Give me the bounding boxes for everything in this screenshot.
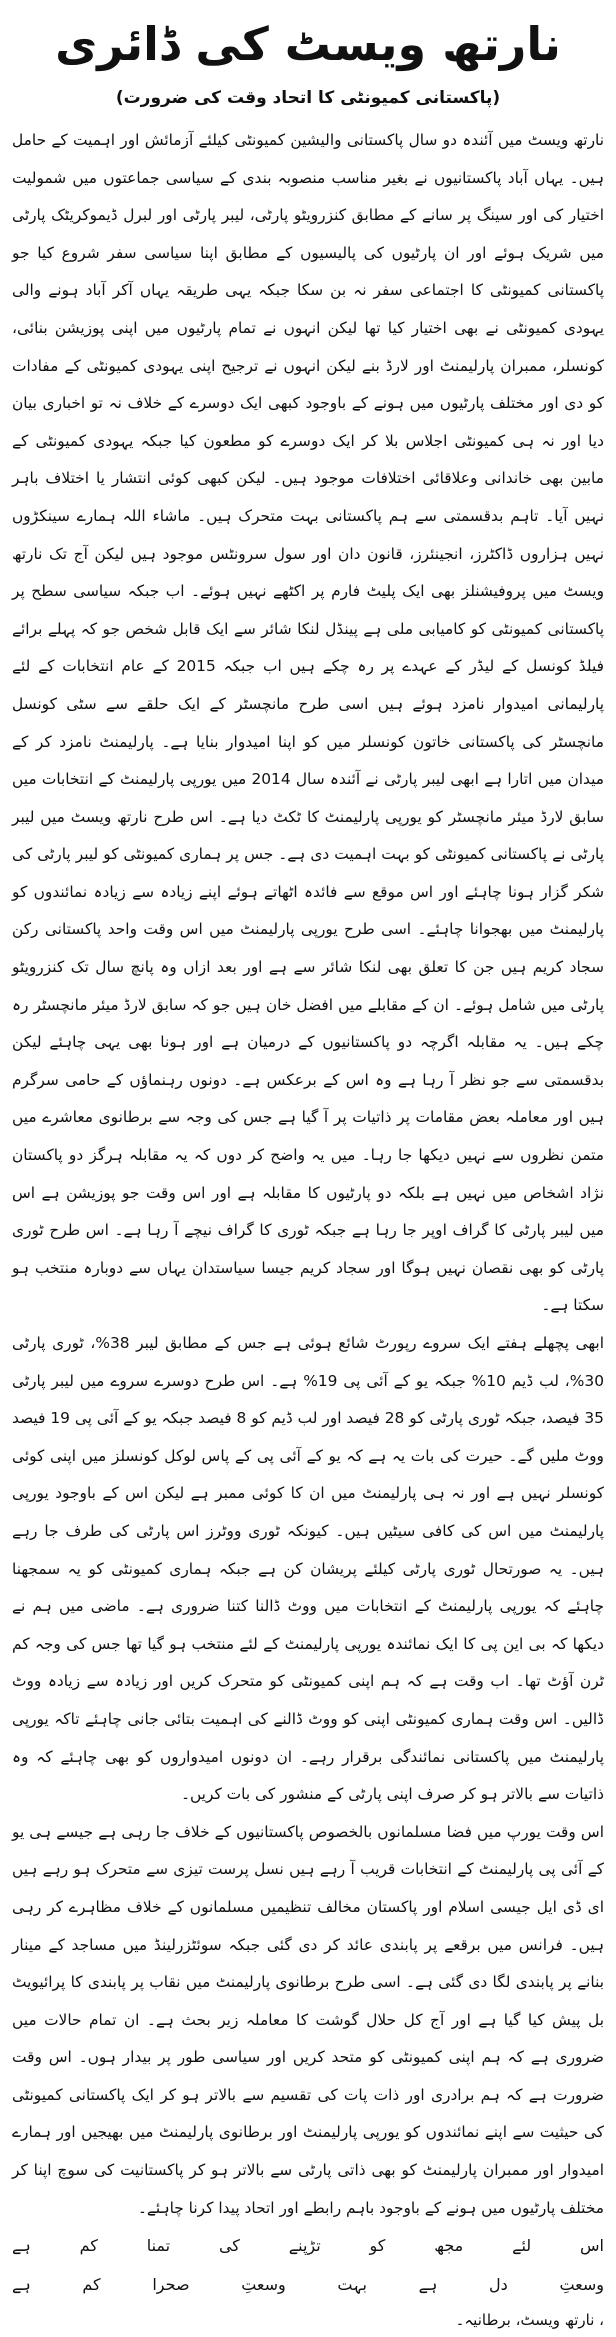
verse-line: اس لئے مجھ کو تڑپنے کی تمنا کم ہے (12, 2236, 604, 2256)
verse-line: وسعتِ دل ہے بہت وسعتِ صحرا کم ہے (12, 2275, 604, 2295)
article-paragraph: اس وقت یورپ میں فضا مسلمانوں بالخصوص پاکستانیوں کے خلاف جا رہی ہے جیسے ہی یو کے آئی پی پارلیمنٹ کے انتخابات قریب آ رہے ہیں نسل پرست تیزی سے متحرک ہو رہے ہیں ای ڈی ایل جیسی اسلام اور پاکستان مخالف تنظیمیں مسلمانوں کے خلاف مظاہرے کر رہی ہیں۔ فرانس میں برقعے پر پابندی عائد کر دی گئی جبکہ سوئٹزرلینڈ میں مساجد کے مینار بنانے پر پابندی لگا دی گئی ہے۔ اسی طرح برطانوی پارلیمنٹ میں نقاب پر پابندی کا پرائیویٹ بل پیش کیا گیا ہے اور آج کل حلال گوشت کا معاملہ زیر بحث ہے۔ ان تمام حالات میں ضروری ہے کہ ہم اپنی کمیونٹی کو متحد کریں اور سیاسی طور پر بیدار ہوں۔ اس وقت ضرورت ہے کہ ہم برادری اور ذات پات کی تقسیم سے بالاتر ہو کر ایک پاکستانی کمیونٹی کی حیثیت سے اپنے نمائندوں کو یورپی پارلیمنٹ اور برطانوی پارلیمنٹ میں بھیجیں اور ہمارے امیدوار اور ممبران پارلیمنٹ کو بھی ذاتی پارٹی سے بالاتر ہو کر پاکستانیت کی سوچ اپنا کر مختلف پارٹیوں میں ہونے کے باوجود باہم رابطے اور اتحاد پیدا کرنا چاہئے۔ (12, 1822, 604, 2217)
article-paragraph: نارتھ ویسٹ میں آئندہ دو سال پاکستانی والیشین کمیونٹی کیلئے آزمائش اور اہمیت کے حامل ہیں۔ یہاں آباد پاکستانیوں نے بغیر مناسب منصوبہ بندی کے سیاسی جماعتوں میں شمولیت اختیار کی اور سینگ پر سانے کے مطابق کنزرویٹو پارٹی، لیبر پارٹی اور لبرل ڈیموکریٹک پارٹی میں شریک ہوئے اور ان پارٹیوں کی پالیسیوں کے مطابق اپنا سیاسی سفر شروع کیا جو پاکستانی کمیونٹی کا اجتماعی سفر نہ بن سکا جبکہ یہی طریقہ یہاں آکر آباد ہونے والی یہودی کمیونٹی نے بھی اختیار کیا تھا لیکن انہوں نے تمام پارٹیوں میں اپنی پوزیشن بنائی، کونسلر، ممبران پارلیمنٹ اور لارڈ بنے لیکن انہوں نے ترجیح اپنی یہودی کمیونٹی کے مفادات کو دی اور مختلف پارٹیوں میں ہونے کے باوجود کبھی ایک دوسرے کے خلاف نہ تو اخباری بیان دیا اور نہ ہی کمیونٹی اجلاس بلا کر ایک دوسرے کو مطعون کیا جبکہ یہودی کمیونٹی کے مابین بھی خاندانی وعلاقائی اختلافات موجود ہیں۔ لیکن کبھی کوئی انتشار یا اختلاف باہر نہیں آیا۔ تاہم بدقسمتی سے ہم پاکستانی بہت متحرک ہیں۔ ماشاء اللہ ہمارے سینکڑوں نہیں ہزاروں ڈاکٹرز، انجینئرز، قانون دان اور سول سرونٹس موجود ہیں لیکن آج تک نارتھ ویسٹ میں پروفیشنلز بھی ایک پلیٹ فارم پر اکٹھے نہیں ہوئے۔ اب جبکہ سیاسی سطح پر پاکستانی کمیونٹی کو کامیابی ملی ہے پینڈل لنکا شائر سے ایک قابل شخص جو کہ پہلے برائے فیلڈ کونسل کے لیڈر کے عہدے پر رہ چکے ہیں اب جبکہ 2015 کے عام انتخابات کے لئے پارلیمانی امیدوار نامزد ہوئے ہیں اسی طرح مانچسٹر کے ایک حلقے سے سٹی کونسل مانچسٹر کی پاکستانی خاتون کونسلر میں کو اپنا امیدوار بنایا ہے۔ پارلیمنٹ نامزد کر کے میدان میں اتارا ہے ابھی لیبر پارٹی نے آئندہ سال 2014 میں یورپی پارلیمنٹ کے انتخابات میں سابق لارڈ میئر مانچسٹر کو یورپی پارلیمنٹ کا ٹکٹ دیا ہے۔ اس طرح نارتھ ویسٹ میں لیبر پارٹی نے پاکستانی کمیونٹی کو بہت اہمیت دی ہے۔ جس پر ہماری کمیونٹی کو لیبر پارٹی کی شکر گزار ہونا چاہئے اور اس موقع سے فائدہ اٹھاتے ہوئے اپنے زیادہ سے زیادہ نمائندوں کو پارلیمنٹ میں بھجوانا چاہئے۔ اسی طرح یورپی پارلیمنٹ میں اس وقت واحد پاکستانی رکن سجاد کریم ہیں جن کا تعلق بھی لنکا شائر سے ہے اور بعد ازاں وہ پانچ سال تک کنزرویٹو پارٹی میں شامل ہوئے۔ ان کے مقابلے میں افضل خان ہیں جو کہ سابق لارڈ میئر مانچسٹر رہ چکے ہیں۔ یہ مقابلہ اگرچہ دو پاکستانیوں کے درمیان ہے اور ہونا بھی یہی چاہئے لیکن بدقسمتی سے جو نظر آ رہا ہے وہ اس کے برعکس ہے۔ دونوں رہنماؤں کے حامی سرگرم ہیں اور معاملہ بعض مقامات پر ذاتیات پر آ گیا ہے جس کی وجہ سے برطانوی معاشرے میں متمن نظروں سے نہیں دیکھا جا رہا۔ میں یہ واضح کر دوں کہ یہ مقابلہ ہرگز دو پاکستان نژاد اشخاص میں نہیں ہے بلکہ دو پارٹیوں کا مقابلہ ہے اور اس وقت جو پوزیشن ہے اس میں لیبر پارٹی کا گراف اوپر جا رہا ہے جبکہ ٹوری کا گراف نیچے آ رہا ہے۔ اس طرح ٹوری پارٹی کو بھی نقصان نہیں ہوگا اور سجاد کریم جیسا سیاستدان یہاں سے دوبارہ منتخب ہو سکتا ہے۔ (12, 131, 604, 1315)
article-body (12, 122, 604, 2227)
article-paragraph: ابھی پچھلے ہفتے ایک سروے رپورٹ شائع ہوئی ہے جس کے مطابق لیبر 38%، ٹوری پارٹی 30%، لب ڈیم 10% جبکہ یو کے آئی پی 19% ہے۔ اس طرح دوسرے سروے میں لیبر پارٹی 35 فیصد، جبکہ ٹوری پارٹی کو 28 فیصد اور لب ڈیم کو 8 فیصد جبکہ یو کے آئی پی 19 فیصد ووٹ ملیں گے۔ حیرت کی بات یہ ہے کہ یو کے آئی پی کے پاس لوکل کونسلز میں اپنی کوئی کونسلر نہیں ہے اور نہ ہی پارلیمنٹ میں ان کا کوئی ممبر ہے لیکن اس کے باوجود یورپی پارلیمنٹ میں اس کی کافی سیٹیں ہیں۔ کیونکہ ٹوری ووٹرز اس پارٹی کی طرف جا رہے ہیں۔ یہ صورتحال ٹوری پارٹی کیلئے پریشان کن ہے جبکہ ہماری کمیونٹی کو یہ سمجھنا چاہئے کہ یورپی پارلیمنٹ کے انتخابات میں ووٹ ڈالنا کتنا ضروری ہے۔ ماضی میں ہم نے دیکھا کہ بی این پی کا ایک نمائندہ یورپی پارلیمنٹ کے لئے منتخب ہو گیا تھا جس کی وجہ کم ٹرن آؤٹ تھا۔ اب وقت ہے کہ ہم اپنی کمیونٹی کو متحرک کریں اور زیادہ سے زیادہ ووٹ ڈالیں۔ اس وقت ہماری کمیونٹی اپنی کو ووٹ ڈالنے کی اہمیت بتائی جانی چاہئے تاکہ یورپی پارلیمنٹ میں پاکستانی نمائندگی برقرار رہے۔ ان دونوں امیدواروں کو بھی چاہئے کہ وہ ذاتیات سے بالاتر ہو کر صرف اپنی پارٹی کے منشور کی بات کریں۔ (12, 1334, 604, 1804)
author-location: ، نارتھ ویسٹ، برطانیہ۔ (455, 2311, 604, 2330)
closing-verse (12, 2227, 604, 2303)
column-title: نارتھ ویسٹ کی ڈائری (55, 17, 561, 71)
column-subtitle: (پاکستانی کمیونٹی کا اتحاد وقت کی ضرورت) (115, 88, 501, 108)
